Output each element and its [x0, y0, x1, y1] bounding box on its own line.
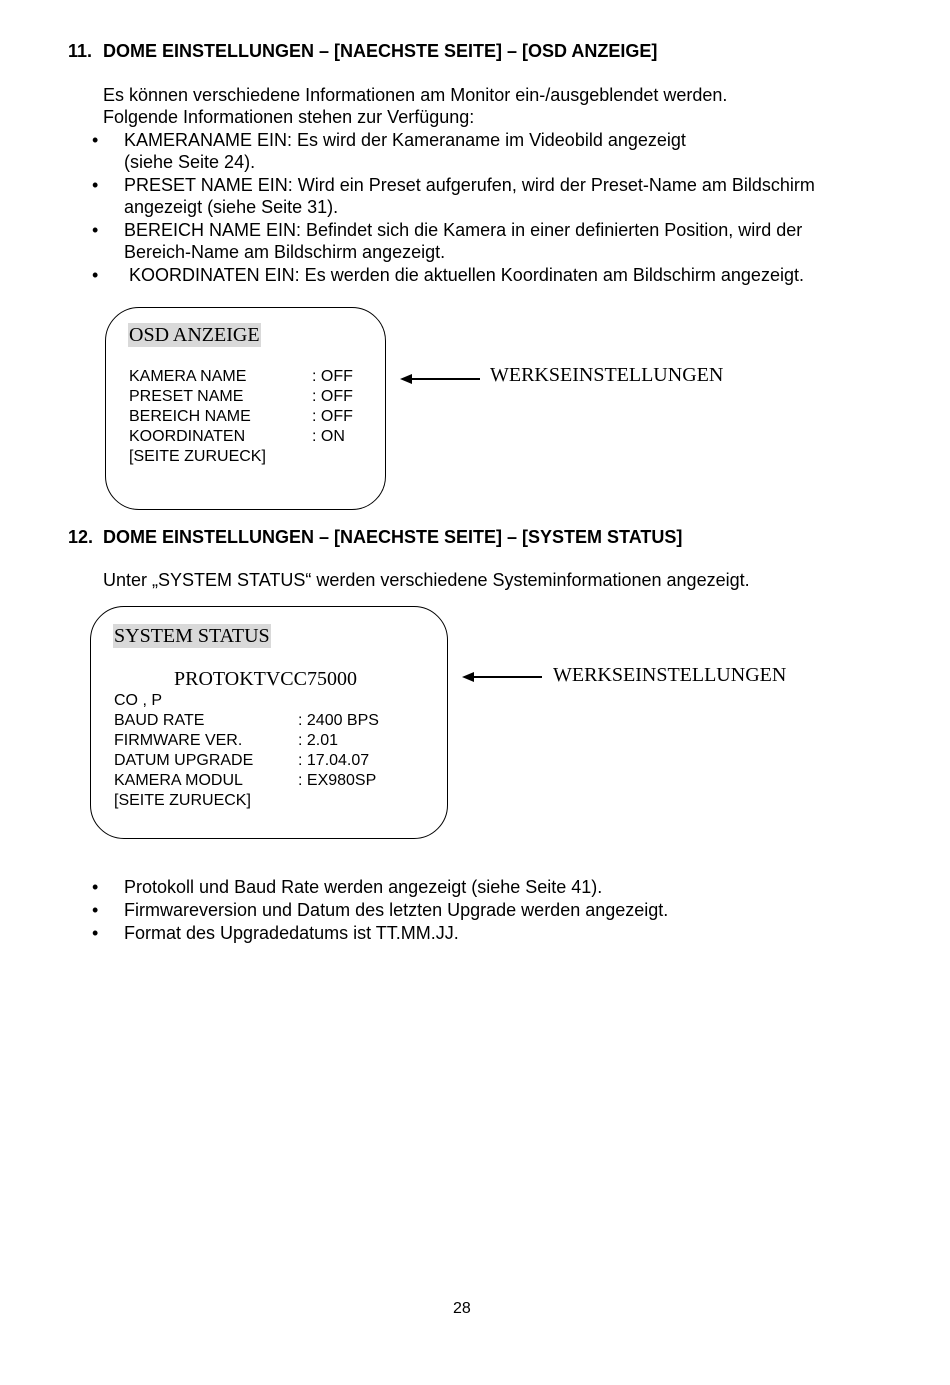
- status-row-value: : 2400 BPS: [298, 712, 379, 729]
- status-row-value: : EX980SP: [298, 772, 377, 789]
- bullet-line: BEREICH NAME EIN: Befindet sich die Kamera in einer definierten Position, wird der: [124, 220, 803, 240]
- bullet-line: Bereich-Name am Bildschirm angezeigt.: [124, 242, 446, 262]
- osd-row-label: KAMERA NAME: [129, 368, 247, 385]
- osd-back-item: [SEITE ZURUECK]: [129, 448, 266, 465]
- arrow-left-icon: [462, 670, 546, 684]
- osd-row-value: : OFF: [312, 368, 353, 385]
- bullet-dot: •: [92, 175, 99, 195]
- osd-row-label: KOORDINATEN: [129, 428, 246, 445]
- status-row-value: : 17.04.07: [298, 752, 370, 769]
- section-12-intro: Unter „SYSTEM STATUS“ werden verschiedene Systeminformationen angezeigt.: [103, 570, 750, 590]
- bullet-line: angezeigt (siehe Seite 31).: [124, 197, 339, 217]
- section-11-title: DOME EINSTELLUNGEN – [NAECHSTE SEITE] – [OSD ANZEIGE]: [103, 41, 658, 61]
- section-11-intro-line-1: Es können verschiedene Informationen am Monitor ein-/ausgeblendet werden.: [103, 85, 728, 105]
- bullet-line: PRESET NAME EIN: Wird ein Preset aufgerufen, wird der Preset-Name am Bildschirm: [124, 175, 815, 195]
- bullet-dot: •: [92, 130, 99, 150]
- status-row-label: KAMERA MODUL: [114, 772, 243, 789]
- co-line: CO , P: [114, 692, 163, 709]
- section-11-intro-line-2: Folgende Informationen stehen zur Verfügung:: [103, 107, 475, 127]
- osd-row-value: : OFF: [312, 408, 353, 425]
- section-11-number: 11.: [68, 41, 93, 61]
- status-back-item: [SEITE ZURUECK]: [114, 792, 251, 809]
- page-number: 28: [453, 1300, 471, 1317]
- bullet-dot: •: [92, 877, 99, 897]
- status-row-label: DATUM UPGRADE: [114, 752, 254, 769]
- osd-default-label: WERKSEINSTELLUNGEN: [490, 364, 724, 386]
- arrow-left-icon: [400, 372, 484, 386]
- bullet-line: Firmwareversion und Datum des letzten Upgrade werden angezeigt.: [124, 900, 669, 920]
- bullet-line: KOORDINATEN EIN: Es werden die aktuellen Koordinaten am Bildschirm angezeigt.: [124, 265, 804, 285]
- osd-row-value: : ON: [312, 428, 345, 445]
- osd-row-label: PRESET NAME: [129, 388, 244, 405]
- bullet-line: Protokoll und Baud Rate werden angezeigt (siehe Seite 41).: [124, 877, 603, 897]
- status-row-label: BAUD RATE: [114, 712, 205, 729]
- bullet-dot: •: [92, 220, 99, 240]
- osd-row-value: : OFF: [312, 388, 353, 405]
- bullet-dot: •: [92, 923, 99, 943]
- osd-row-label: BEREICH NAME: [129, 408, 251, 425]
- protocol-line: PROTOKTVCC75000: [174, 668, 357, 690]
- bullet-dot: •: [92, 900, 99, 920]
- status-row-value: : 2.01: [298, 732, 339, 749]
- osd-menu-title: OSD ANZEIGE: [129, 324, 260, 346]
- bullet-line: (siehe Seite 24).: [124, 152, 256, 172]
- section-12-title: DOME EINSTELLUNGEN – [NAECHSTE SEITE] – [SYSTEM STATUS]: [103, 527, 683, 547]
- status-default-label: WERKSEINSTELLUNGEN: [553, 664, 787, 686]
- bullet-line: Format des Upgradedatums ist TT.MM.JJ.: [124, 923, 459, 943]
- bullet-dot: •: [92, 265, 99, 285]
- bullet-line: KAMERANAME EIN: Es wird der Kameraname im Videobild angezeigt: [124, 130, 686, 150]
- section-12-number: 12.: [68, 527, 94, 547]
- system-status-title: SYSTEM STATUS: [114, 625, 270, 647]
- status-row-label: FIRMWARE VER.: [114, 732, 243, 749]
